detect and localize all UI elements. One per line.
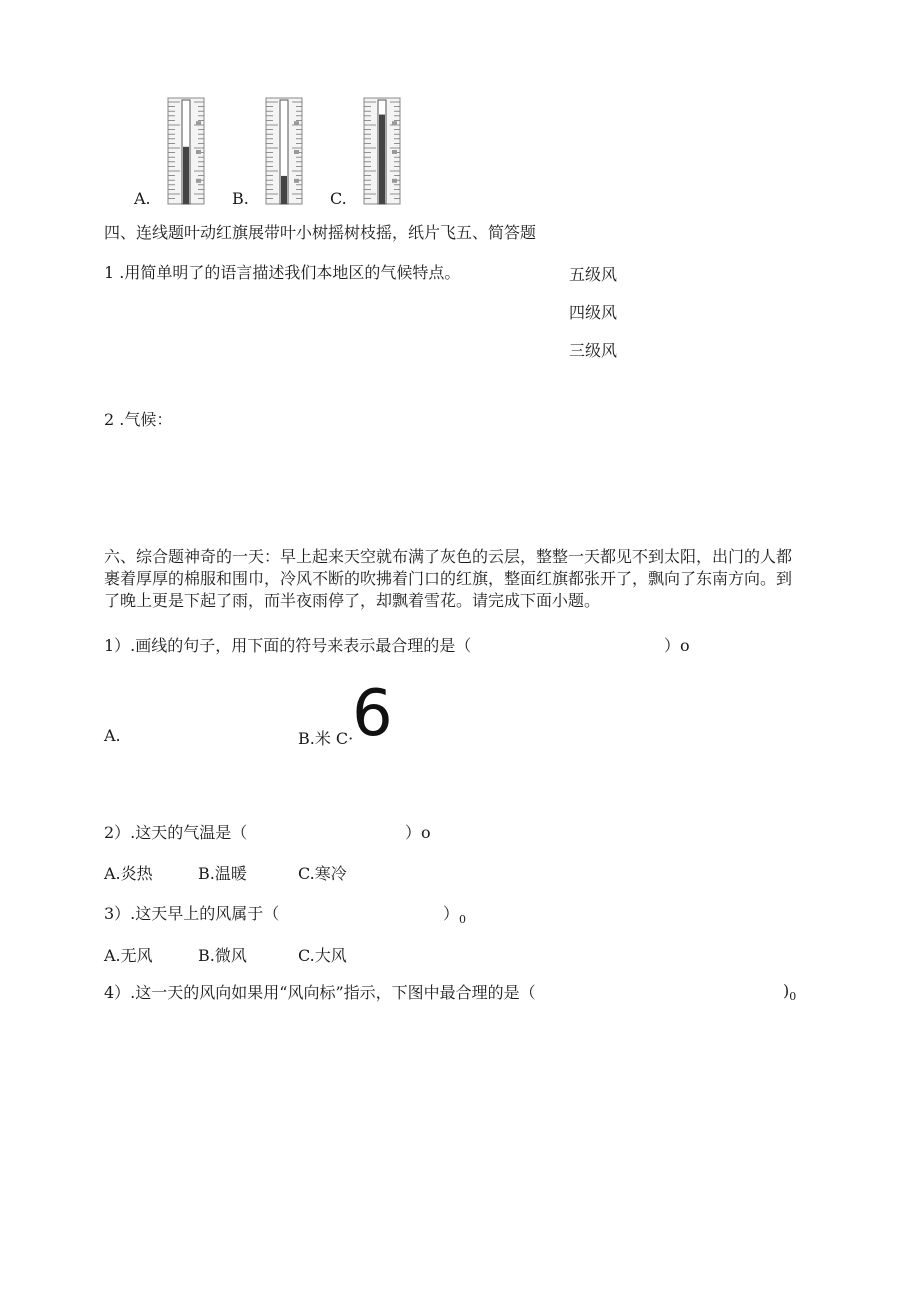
thermometer-scale-mark (196, 179, 201, 183)
thermometer-liquid (281, 176, 287, 204)
q3-end-sub: 0 (459, 913, 467, 926)
q2-option-a: A.炎热 (104, 864, 153, 883)
section6-question-1-end: ）o (664, 636, 690, 655)
section6-question-4: 4）.这一天的风向如果用“风向标”指示，下图中最合理的是（ (104, 983, 536, 1002)
thermometer-a-icon (160, 96, 208, 206)
q2-option-b: B.温暖 (198, 864, 247, 883)
section4-heading: 四、连线题叶动红旗展带叶小树摇树枝摇，纸片飞五、简答题 (104, 223, 537, 242)
thermometer-liquid (183, 147, 189, 204)
thermometer-c-label: C. (330, 189, 347, 208)
q1-option-c-symbol: 6 (352, 677, 393, 751)
section6-question-2: 2）.这天的气温是（ (104, 823, 248, 842)
q4-end-paren: ) (783, 981, 790, 1000)
thermometer-scale-mark (392, 179, 397, 183)
wind-level-4: 四级风 (569, 303, 618, 322)
thermometer-liquid (379, 115, 385, 204)
thermometer-a-label: A. (134, 189, 151, 208)
q3-option-b: B.微风 (198, 946, 247, 965)
section6-intro: 六、综合题神奇的一天：早上起来天空就布满了灰色的云层，整整一天都见不到太阳，出门的人都裹着厚厚的棉服和围巾，冷风不断的吹拂着门口的红旗，整面红旗都张开了，飘向了东南方向。到了晚上更是下起了雨，而半夜雨停了，却飘着雪花。请完成下面小题。 (104, 547, 793, 610)
thermometer-scale-mark (392, 121, 397, 125)
q2-option-c: C.寒冷 (298, 864, 347, 883)
thermometer-scale-mark (294, 179, 299, 183)
q1-option-a: A. (104, 726, 121, 745)
section6-question-1: 1）.画线的句子，用下面的符号来表示最合理的是（ (104, 636, 472, 655)
thermometer-scale-mark (196, 121, 201, 125)
section6-question-4-end (783, 981, 796, 1003)
q3-end-paren: ） (443, 904, 460, 923)
section6-question-3-end (443, 901, 466, 926)
thermometer-b-icon (258, 96, 306, 206)
section4-question-2: 2 .气候： (104, 410, 173, 429)
q3-option-c: C.大风 (298, 946, 347, 965)
wind-level-5: 五级风 (569, 265, 618, 284)
thermometer-scale-mark (294, 150, 299, 154)
q4-end-sub: 0 (789, 990, 797, 1003)
q3-option-a: A.无风 (104, 946, 153, 965)
thermometer-scale-mark (196, 150, 201, 154)
thermometer-c-icon (356, 96, 404, 206)
section6-question-2-end: ）o (405, 823, 431, 842)
wind-level-3: 三级风 (569, 341, 618, 360)
thermometer-scale-mark (294, 121, 299, 125)
thermometer-scale-mark (392, 150, 397, 154)
q1-option-b: B.米 C· (298, 729, 354, 748)
section6-question-3: 3）.这天早上的风属于（ (104, 904, 280, 923)
thermometer-b-label: B. (232, 189, 249, 208)
section4-question-1: 1 .用简单明了的语言描述我们本地区的气候特点。 (104, 263, 461, 282)
